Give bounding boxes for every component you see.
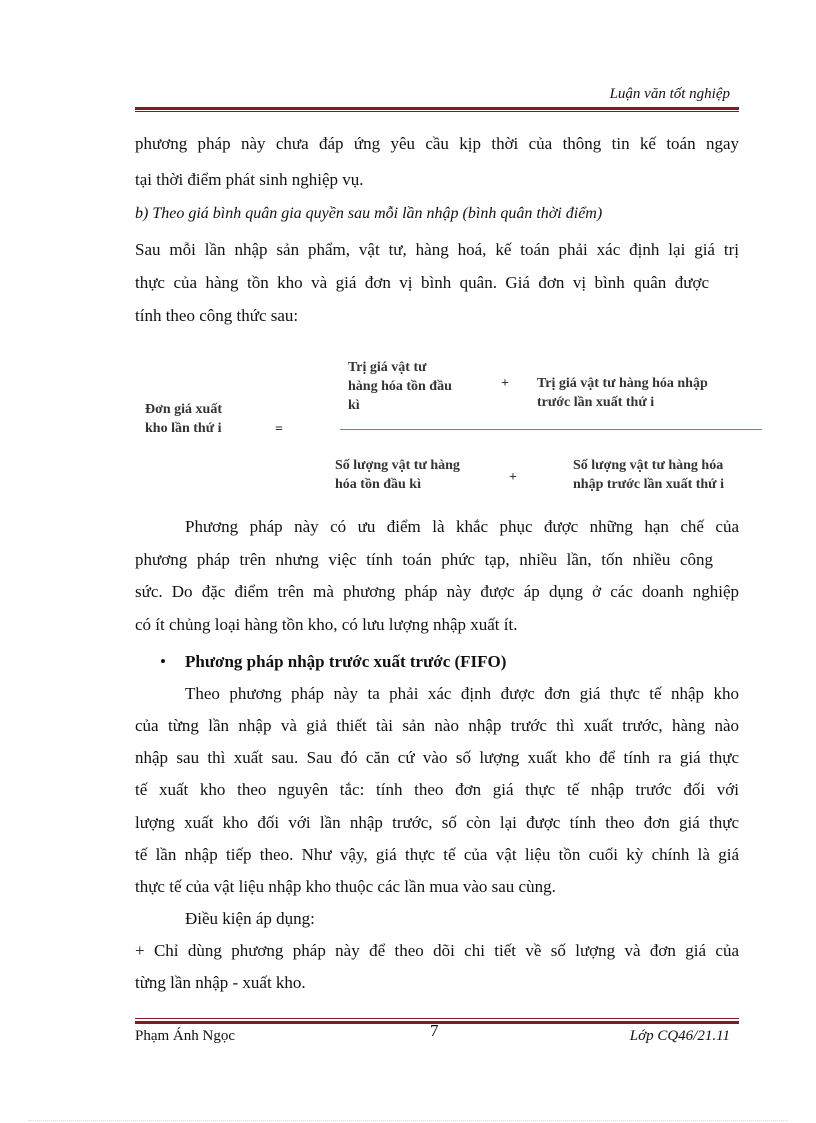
formula-lhs-line: kho lần thứ i [145, 421, 222, 436]
formula-numerator-b [537, 374, 708, 412]
body-line: Phương pháp này có ưu điểm là khắc phục được những hạn chế của [185, 517, 739, 536]
body-line: Điều kiện áp dụng: [185, 909, 315, 928]
formula-lhs-line: Đơn giá xuất [145, 402, 222, 417]
formula-text: kì [348, 398, 360, 413]
formula-text: hóa tồn đầu kì [335, 477, 421, 492]
formula-lhs [145, 400, 222, 438]
body-line: tính theo công thức sau: [135, 306, 299, 325]
formula [135, 350, 775, 500]
bullet-heading: Phương pháp nhập trước xuất trước (FIFO) [185, 652, 507, 671]
footer-class: Lớp CQ46/21.11 [629, 1028, 730, 1044]
body-line: nhập sau thì xuất sau. Sau đó căn cứ vào số lượng xuất kho để tính ra giá thực [135, 748, 739, 767]
fraction-bar [340, 429, 762, 430]
formula-text: trước lần xuất thứ i [537, 395, 655, 410]
formula-text: hàng hóa tồn đầu [348, 379, 452, 394]
formula-numerator-a [348, 358, 452, 415]
body-line: tế lần nhập tiếp theo. Như vậy, giá thực tế của vật liệu tồn cuối kỳ chính là giá [135, 845, 739, 864]
body-line: có ít chủng loại hàng tồn kho, có lưu lượng nhập xuất ít. [135, 615, 518, 634]
page-edge-divider [28, 1120, 788, 1121]
body-line: từng lần nhập - xuất kho. [135, 973, 306, 992]
header-rule-thin [135, 111, 739, 112]
section-subheading: b) Theo giá bình quân gia quyền sau mỗi lần nhập (bình quân thời điểm) [135, 205, 603, 222]
body-line: Sau mỗi lần nhập sản phẩm, vật tư, hàng hoá, kế toán phải xác định lại giá trị [135, 240, 739, 259]
body-line: thực của hàng tồn kho và giá đơn vị bình quân. Giá đơn vị bình quân được [135, 273, 709, 292]
formula-plus: + [509, 470, 517, 485]
page-number: 7 [430, 1021, 439, 1040]
body-line: + Chỉ dùng phương pháp này để theo dõi chi tiết về số lượng và đơn giá của [135, 941, 739, 960]
body-line: sức. Do đặc điểm trên mà phương pháp này được áp dụng ở các doanh nghiệp [135, 582, 739, 601]
body-line: phương pháp trên nhưng việc tính toán phức tạp, nhiều lần, tốn nhiều công [135, 550, 713, 569]
formula-text: Số lượng vật tư hàng [335, 458, 460, 473]
formula-text: Số lượng vật tư hàng hóa [573, 458, 724, 473]
formula-text: Trị giá vật tư [348, 360, 427, 375]
body-line: Theo phương pháp này ta phải xác định được đơn giá thực tế nhập kho [185, 684, 739, 703]
header-rule [135, 107, 739, 110]
body-line: phương pháp này chưa đáp ứng yêu cầu kịp thời của thông tin kế toán ngay [135, 134, 739, 153]
formula-equals: = [275, 422, 283, 437]
body-line: tế xuất kho theo nguyên tắc: tính theo đơn giá thực tế nhập trước đối với [135, 780, 739, 799]
body-line: lượng xuất kho đối với lần nhập trước, số còn lại được tính theo đơn giá thực [135, 813, 739, 832]
footer-rule-thin [135, 1018, 739, 1019]
formula-text: Trị giá vật tư hàng hóa nhập [537, 376, 708, 391]
formula-plus: + [501, 376, 509, 391]
header-title: Luận văn tốt nghiệp [609, 86, 730, 102]
body-line: của từng lần nhập và giả thiết tài sản nào nhập trước thì xuất trước, hàng nào [135, 716, 739, 735]
bullet-icon: • [160, 652, 166, 671]
footer-author: Phạm Ánh Ngọc [135, 1028, 235, 1044]
body-line: thực tế của vật liệu nhập kho thuộc các lần mua vào sau cùng. [135, 877, 556, 896]
body-line: tại thời điểm phát sinh nghiệp vụ. [135, 170, 364, 189]
formula-denominator-a [335, 456, 460, 494]
formula-denominator-b [573, 456, 724, 494]
formula-text: nhập trước lần xuất thứ i [573, 477, 724, 492]
